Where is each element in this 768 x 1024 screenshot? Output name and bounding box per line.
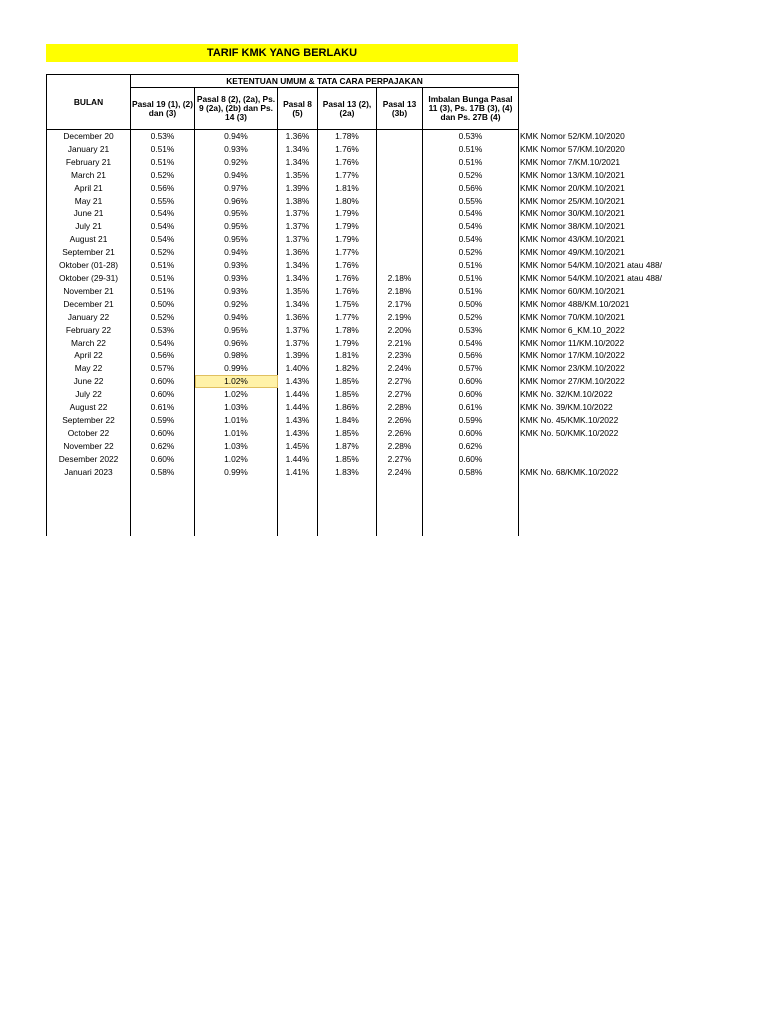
cell-pasal-13-2[interactable]: 1.78%: [318, 130, 377, 143]
cell-pasal-13-2[interactable]: 1.76%: [318, 285, 377, 298]
cell-pasal-13-2[interactable]: 1.86%: [318, 401, 377, 414]
cell-bulan[interactable]: November 22: [47, 440, 131, 453]
cell-bulan[interactable]: May 22: [47, 362, 131, 375]
cell-kmk-reference[interactable]: KMK No. 45/KMK.10/2022: [520, 414, 619, 425]
cell-pasal-13-2[interactable]: 1.76%: [318, 143, 377, 156]
cell-pasal-13-3b[interactable]: [377, 246, 423, 259]
cell-pasal-19[interactable]: 0.51%: [131, 272, 195, 285]
cell-pasal-8-5[interactable]: 1.35%: [278, 285, 318, 298]
cell-pasal-13-2[interactable]: 1.82%: [318, 362, 377, 375]
cell-pasal-13-3b[interactable]: 2.26%: [377, 427, 423, 440]
cell-bulan[interactable]: February 22: [47, 324, 131, 337]
cell-pasal-19[interactable]: 0.52%: [131, 169, 195, 182]
cell-pasal-13-2[interactable]: 1.80%: [318, 195, 377, 208]
cell-pasal-8-5[interactable]: 1.43%: [278, 414, 318, 427]
cell-imbalan-bunga[interactable]: 0.51%: [423, 285, 519, 298]
table-row: [47, 466, 679, 479]
cell-pasal-19[interactable]: 0.51%: [131, 156, 195, 169]
cell-kmk-reference[interactable]: [519, 440, 679, 453]
cell-pasal-19[interactable]: 0.51%: [131, 285, 195, 298]
cell-imbalan-bunga[interactable]: 0.51%: [423, 259, 519, 272]
cell-pasal-8-2[interactable]: 0.93%: [195, 259, 278, 272]
cell-pasal-19[interactable]: 0.56%: [131, 182, 195, 195]
table-row: [47, 246, 679, 259]
cell-pasal-8-2[interactable]: 1.03%: [195, 440, 278, 453]
cell-kmk-reference[interactable]: KMK Nomor 30/KM.10/2021: [520, 208, 625, 219]
table-row: [47, 388, 679, 401]
cell-pasal-8-5[interactable]: 1.41%: [278, 466, 318, 479]
cell-pasal-13-2[interactable]: 1.78%: [318, 324, 377, 337]
cell-bulan[interactable]: September 22: [47, 414, 131, 427]
empty-cell[interactable]: [377, 478, 423, 536]
cell-pasal-8-5[interactable]: 1.35%: [278, 169, 318, 182]
cell-kmk-reference[interactable]: KMK Nomor 11/KM.10/2022: [520, 337, 625, 348]
cell-kmk-reference[interactable]: KMK Nomor 6_KM.10_2022: [520, 324, 625, 335]
cell-pasal-19[interactable]: 0.54%: [131, 220, 195, 233]
cell-pasal-8-2[interactable]: 0.94%: [195, 169, 278, 182]
header-imbalan-bunga: Imbalan Bunga Pasal 11 (3), Ps. 17B (3), (4) dan Ps. 27B (4): [423, 88, 519, 130]
cell-bulan[interactable]: July 21: [47, 220, 131, 233]
cell-pasal-8-5[interactable]: 1.37%: [278, 207, 318, 220]
cell-imbalan-bunga[interactable]: 0.55%: [423, 195, 519, 208]
cell-pasal-13-3b[interactable]: 2.23%: [377, 349, 423, 362]
cell-pasal-13-3b[interactable]: [377, 207, 423, 220]
cell-kmk-reference[interactable]: KMK Nomor 7/KM.10/2021: [520, 156, 621, 167]
table-filler-row: [47, 478, 679, 536]
cell-kmk-reference[interactable]: KMK Nomor 54/KM.10/2021 atau 488/: [520, 260, 662, 271]
cell-pasal-13-3b[interactable]: [377, 143, 423, 156]
empty-cell[interactable]: [423, 478, 519, 536]
cell-pasal-13-3b[interactable]: 2.24%: [377, 362, 423, 375]
cell-imbalan-bunga[interactable]: 0.54%: [423, 233, 519, 246]
cell-pasal-19[interactable]: 0.54%: [131, 337, 195, 350]
cell-pasal-8-2[interactable]: 0.92%: [195, 156, 278, 169]
cell-imbalan-bunga[interactable]: 0.60%: [423, 427, 519, 440]
cell-pasal-13-3b[interactable]: [377, 130, 423, 143]
cell-pasal-13-2[interactable]: 1.75%: [318, 298, 377, 311]
cell-pasal-8-2[interactable]: 0.92%: [195, 298, 278, 311]
table-row: [47, 453, 679, 466]
cell-pasal-8-5[interactable]: 1.44%: [278, 388, 318, 401]
cell-imbalan-bunga[interactable]: 0.56%: [423, 349, 519, 362]
cell-pasal-8-2[interactable]: 0.93%: [195, 143, 278, 156]
cell-kmk-reference[interactable]: KMK Nomor 488/KM.10/2021: [520, 298, 630, 309]
cell-pasal-13-3b[interactable]: 2.18%: [377, 285, 423, 298]
cell-pasal-8-5[interactable]: 1.39%: [278, 182, 318, 195]
cell-pasal-8-5[interactable]: 1.44%: [278, 453, 318, 466]
cell-pasal-8-2[interactable]: 0.94%: [195, 246, 278, 259]
table-row: [47, 285, 679, 298]
cell-bulan[interactable]: Oktober (01-28): [47, 259, 131, 272]
cell-kmk-reference[interactable]: KMK Nomor 23/KM.10/2022: [520, 363, 625, 374]
cell-kmk-reference[interactable]: KMK Nomor 20/KM.10/2021: [520, 182, 625, 193]
cell-kmk-reference[interactable]: KMK Nomor 70/KM.10/2021: [520, 311, 625, 322]
cell-pasal-13-2[interactable]: 1.76%: [318, 156, 377, 169]
table-row: [47, 440, 679, 453]
cell-pasal-19[interactable]: 0.60%: [131, 427, 195, 440]
cell-kmk-reference[interactable]: [519, 453, 679, 466]
cell-pasal-8-5[interactable]: 1.36%: [278, 130, 318, 143]
cell-bulan[interactable]: January 21: [47, 143, 131, 156]
table-row: [47, 143, 679, 156]
cell-pasal-8-5[interactable]: 1.34%: [278, 156, 318, 169]
cell-pasal-13-2[interactable]: 1.85%: [318, 453, 377, 466]
cell-pasal-8-2[interactable]: 0.95%: [195, 233, 278, 246]
cell-pasal-19[interactable]: 0.60%: [131, 453, 195, 466]
cell-pasal-13-3b[interactable]: 2.21%: [377, 337, 423, 350]
cell-pasal-19[interactable]: 0.61%: [131, 401, 195, 414]
cell-bulan[interactable]: March 22: [47, 337, 131, 350]
cell-pasal-13-2[interactable]: 1.81%: [318, 182, 377, 195]
empty-cell[interactable]: [47, 478, 131, 536]
cell-bulan[interactable]: Oktober (29-31): [47, 272, 131, 285]
cell-pasal-13-3b[interactable]: 2.28%: [377, 440, 423, 453]
cell-pasal-19[interactable]: 0.53%: [131, 324, 195, 337]
table-row: [47, 324, 679, 337]
cell-pasal-13-3b[interactable]: [377, 156, 423, 169]
cell-pasal-13-2[interactable]: 1.87%: [318, 440, 377, 453]
cell-pasal-13-3b[interactable]: 2.28%: [377, 401, 423, 414]
cell-pasal-8-5[interactable]: 1.34%: [278, 298, 318, 311]
cell-imbalan-bunga[interactable]: 0.51%: [423, 272, 519, 285]
cell-imbalan-bunga[interactable]: 0.59%: [423, 414, 519, 427]
cell-pasal-8-5[interactable]: 1.36%: [278, 246, 318, 259]
cell-imbalan-bunga[interactable]: 0.53%: [423, 324, 519, 337]
cell-pasal-8-5[interactable]: 1.34%: [278, 259, 318, 272]
cell-pasal-8-2[interactable]: 0.93%: [195, 272, 278, 285]
cell-imbalan-bunga[interactable]: 0.51%: [423, 143, 519, 156]
cell-pasal-8-2[interactable]: 0.96%: [195, 195, 278, 208]
cell-imbalan-bunga[interactable]: 0.53%: [423, 130, 519, 143]
cell-pasal-19[interactable]: 0.60%: [131, 375, 195, 388]
empty-cell[interactable]: [131, 478, 195, 536]
cell-pasal-13-3b[interactable]: [377, 259, 423, 272]
cell-pasal-8-2[interactable]: 1.03%: [195, 401, 278, 414]
cell-kmk-reference[interactable]: KMK No. 68/KMK.10/2022: [520, 466, 619, 477]
cell-pasal-8-2[interactable]: 1.01%: [195, 414, 278, 427]
cell-pasal-8-2[interactable]: 0.93%: [195, 285, 278, 298]
cell-pasal-19[interactable]: 0.54%: [131, 233, 195, 246]
cell-imbalan-bunga[interactable]: 0.54%: [423, 337, 519, 350]
cell-pasal-13-3b[interactable]: [377, 182, 423, 195]
cell-pasal-19[interactable]: 0.54%: [131, 207, 195, 220]
cell-pasal-19[interactable]: 0.55%: [131, 195, 195, 208]
cell-pasal-13-2[interactable]: 1.84%: [318, 414, 377, 427]
cell-pasal-19[interactable]: 0.50%: [131, 298, 195, 311]
cell-pasal-8-2[interactable]: 0.99%: [195, 362, 278, 375]
cell-pasal-13-3b[interactable]: 2.24%: [377, 466, 423, 479]
table-row: [47, 207, 679, 220]
cell-kmk-reference[interactable]: KMK Nomor 52/KM.10/2020: [520, 130, 625, 141]
cell-pasal-8-5[interactable]: 1.39%: [278, 349, 318, 362]
cell-bulan[interactable]: January 22: [47, 311, 131, 324]
cell-pasal-8-5[interactable]: 1.37%: [278, 220, 318, 233]
cell-pasal-19[interactable]: 0.52%: [131, 311, 195, 324]
cell-kmk-reference[interactable]: KMK Nomor 57/KM.10/2020: [520, 143, 625, 154]
cell-pasal-13-3b[interactable]: 2.27%: [377, 388, 423, 401]
cell-kmk-reference[interactable]: KMK No. 50/KMK.10/2022: [520, 427, 619, 438]
table-row: [47, 233, 679, 246]
cell-bulan[interactable]: May 21: [47, 195, 131, 208]
cell-pasal-8-5[interactable]: 1.44%: [278, 401, 318, 414]
cell-pasal-13-2[interactable]: 1.83%: [318, 466, 377, 479]
cell-bulan[interactable]: June 22: [47, 375, 131, 388]
cell-pasal-8-5[interactable]: 1.40%: [278, 362, 318, 375]
cell-pasal-8-2[interactable]: 0.96%: [195, 337, 278, 350]
cell-imbalan-bunga[interactable]: 0.57%: [423, 362, 519, 375]
cell-bulan[interactable]: February 21: [47, 156, 131, 169]
cell-pasal-13-2[interactable]: 1.76%: [318, 259, 377, 272]
table-row: [47, 259, 679, 272]
table-row: [47, 349, 679, 362]
table-row: [47, 220, 679, 233]
cell-pasal-19[interactable]: 0.62%: [131, 440, 195, 453]
cell-pasal-8-2[interactable]: 1.02%: [195, 375, 278, 388]
cell-bulan[interactable]: Januari 2023: [47, 466, 131, 479]
cell-imbalan-bunga[interactable]: 0.60%: [423, 453, 519, 466]
cell-imbalan-bunga[interactable]: 0.54%: [423, 207, 519, 220]
cell-pasal-8-2[interactable]: 0.98%: [195, 349, 278, 362]
cell-kmk-reference[interactable]: KMK Nomor 54/KM.10/2021 atau 488/: [520, 272, 662, 283]
cell-bulan[interactable]: September 21: [47, 246, 131, 259]
cell-pasal-8-5[interactable]: 1.45%: [278, 440, 318, 453]
cell-pasal-13-3b[interactable]: 2.20%: [377, 324, 423, 337]
cell-bulan[interactable]: March 21: [47, 169, 131, 182]
cell-pasal-13-2[interactable]: 1.77%: [318, 311, 377, 324]
cell-pasal-19[interactable]: 0.58%: [131, 466, 195, 479]
cell-pasal-13-3b[interactable]: 2.26%: [377, 414, 423, 427]
cell-kmk-reference[interactable]: KMK Nomor 49/KM.10/2021: [520, 247, 625, 258]
cell-pasal-8-5[interactable]: 1.37%: [278, 233, 318, 246]
table-row: [47, 375, 679, 388]
cell-kmk-reference[interactable]: KMK Nomor 27/KM.10/2022: [520, 376, 625, 387]
cell-pasal-13-3b[interactable]: [377, 169, 423, 182]
header-group: KETENTUAN UMUM & TATA CARA PERPAJAKAN: [131, 75, 519, 88]
cell-pasal-13-3b[interactable]: [377, 220, 423, 233]
cell-pasal-13-3b[interactable]: 2.17%: [377, 298, 423, 311]
cell-pasal-19[interactable]: 0.60%: [131, 388, 195, 401]
cell-pasal-8-2[interactable]: 0.95%: [195, 207, 278, 220]
cell-bulan[interactable]: December 21: [47, 298, 131, 311]
cell-bulan[interactable]: Desember 2022: [47, 453, 131, 466]
cell-pasal-8-5[interactable]: 1.43%: [278, 375, 318, 388]
header-pasal-8-2: Pasal 8 (2), (2a), Ps. 9 (2a), (2b) dan Ps. 14 (3): [195, 88, 278, 130]
cell-imbalan-bunga[interactable]: 0.58%: [423, 466, 519, 479]
cell-pasal-13-2[interactable]: 1.79%: [318, 220, 377, 233]
cell-bulan[interactable]: April 21: [47, 182, 131, 195]
table-row: [47, 272, 679, 285]
cell-pasal-13-2[interactable]: 1.77%: [318, 246, 377, 259]
cell-bulan[interactable]: December 20: [47, 130, 131, 143]
cell-kmk-reference[interactable]: KMK Nomor 38/KM.10/2021: [520, 221, 625, 232]
cell-pasal-8-2[interactable]: 1.02%: [195, 388, 278, 401]
cell-imbalan-bunga[interactable]: 0.51%: [423, 156, 519, 169]
cell-bulan[interactable]: April 22: [47, 349, 131, 362]
cell-pasal-8-2[interactable]: 0.99%: [195, 466, 278, 479]
table-row: [47, 401, 679, 414]
table-title: [46, 44, 518, 62]
table-row: [47, 427, 679, 440]
cell-imbalan-bunga[interactable]: 0.60%: [423, 388, 519, 401]
table-row: [47, 337, 679, 350]
cell-pasal-8-5[interactable]: 1.34%: [278, 272, 318, 285]
cell-pasal-13-2[interactable]: 1.79%: [318, 337, 377, 350]
cell-kmk-reference[interactable]: KMK No. 32/KM.10/2022: [520, 389, 613, 400]
cell-pasal-8-5[interactable]: 1.38%: [278, 195, 318, 208]
cell-bulan[interactable]: August 21: [47, 233, 131, 246]
empty-cell[interactable]: [318, 478, 377, 536]
cell-imbalan-bunga[interactable]: 0.52%: [423, 311, 519, 324]
cell-pasal-8-5[interactable]: 1.37%: [278, 324, 318, 337]
title-text: TARIF KMK YANG BERLAKU: [206, 47, 358, 59]
empty-cell[interactable]: [278, 478, 318, 536]
cell-imbalan-bunga[interactable]: 0.60%: [423, 375, 519, 388]
cell-pasal-13-3b[interactable]: 2.19%: [377, 311, 423, 324]
table-row: [47, 169, 679, 182]
cell-pasal-19[interactable]: 0.51%: [131, 259, 195, 272]
cell-pasal-8-5[interactable]: 1.36%: [278, 311, 318, 324]
table-row: [47, 182, 679, 195]
cell-pasal-13-2[interactable]: 1.79%: [318, 207, 377, 220]
cell-pasal-8-2[interactable]: 1.01%: [195, 427, 278, 440]
cell-imbalan-bunga[interactable]: 0.62%: [423, 440, 519, 453]
header-bulan: BULAN: [47, 75, 131, 130]
table-row: [47, 414, 679, 427]
cell-pasal-13-2[interactable]: 1.79%: [318, 233, 377, 246]
cell-bulan[interactable]: October 22: [47, 427, 131, 440]
cell-kmk-reference[interactable]: KMK No. 39/KM.10/2022: [520, 402, 613, 413]
table-row: [47, 130, 679, 143]
cell-kmk-reference[interactable]: KMK Nomor 43/KM.10/2021: [520, 234, 625, 245]
cell-pasal-13-3b[interactable]: 2.27%: [377, 375, 423, 388]
cell-pasal-8-2[interactable]: 0.94%: [195, 130, 278, 143]
header-pasal-19: Pasal 19 (1), (2) dan (3): [131, 88, 195, 130]
cell-pasal-8-2[interactable]: 0.97%: [195, 182, 278, 195]
table-row: [47, 156, 679, 169]
cell-imbalan-bunga[interactable]: 0.50%: [423, 298, 519, 311]
cell-pasal-13-2[interactable]: 1.81%: [318, 349, 377, 362]
cell-pasal-8-2[interactable]: 0.95%: [195, 324, 278, 337]
header-pasal-8-5: Pasal 8 (5): [278, 88, 318, 130]
header-pasal-13-2: Pasal 13 (2), (2a): [318, 88, 377, 130]
cell-imbalan-bunga[interactable]: 0.54%: [423, 220, 519, 233]
cell-bulan[interactable]: November 21: [47, 285, 131, 298]
cell-pasal-13-2[interactable]: 1.85%: [318, 388, 377, 401]
header-pasal-13-3b: Pasal 13 (3b): [377, 88, 423, 130]
cell-pasal-13-3b[interactable]: 2.18%: [377, 272, 423, 285]
cell-imbalan-bunga[interactable]: 0.52%: [423, 246, 519, 259]
cell-kmk-reference[interactable]: KMK Nomor 25/KM.10/2021: [520, 195, 625, 206]
rates-table: [46, 74, 679, 536]
cell-imbalan-bunga[interactable]: 0.52%: [423, 169, 519, 182]
cell-bulan[interactable]: June 21: [47, 207, 131, 220]
cell-pasal-13-2[interactable]: 1.85%: [318, 427, 377, 440]
cell-imbalan-bunga[interactable]: 0.56%: [423, 182, 519, 195]
cell-pasal-8-2[interactable]: 0.94%: [195, 311, 278, 324]
cell-pasal-8-2[interactable]: 0.95%: [195, 220, 278, 233]
table-row: [47, 362, 679, 375]
empty-cell[interactable]: [195, 478, 278, 536]
cell-pasal-19[interactable]: 0.59%: [131, 414, 195, 427]
cell-pasal-13-3b[interactable]: 2.27%: [377, 453, 423, 466]
cell-kmk-reference[interactable]: KMK Nomor 13/KM.10/2021: [520, 169, 625, 180]
cell-pasal-19[interactable]: 0.57%: [131, 362, 195, 375]
cell-pasal-19[interactable]: 0.52%: [131, 246, 195, 259]
cell-pasal-13-2[interactable]: 1.76%: [318, 272, 377, 285]
cell-pasal-8-5[interactable]: 1.34%: [278, 143, 318, 156]
cell-kmk-reference[interactable]: KMK Nomor 60/KM.10/2021: [520, 285, 625, 296]
cell-pasal-13-3b[interactable]: [377, 233, 423, 246]
cell-pasal-19[interactable]: 0.51%: [131, 143, 195, 156]
cell-pasal-19[interactable]: 0.53%: [131, 130, 195, 143]
cell-bulan[interactable]: July 22: [47, 388, 131, 401]
table-row: [47, 298, 679, 311]
cell-bulan[interactable]: August 22: [47, 401, 131, 414]
table-row: [47, 311, 679, 324]
table-row: [47, 195, 679, 208]
cell-pasal-13-2[interactable]: 1.85%: [318, 375, 377, 388]
cell-kmk-reference[interactable]: KMK Nomor 17/KM.10/2022: [520, 350, 625, 361]
cell-pasal-8-5[interactable]: 1.37%: [278, 337, 318, 350]
cell-pasal-13-3b[interactable]: [377, 195, 423, 208]
cell-pasal-8-5[interactable]: 1.43%: [278, 427, 318, 440]
cell-pasal-19[interactable]: 0.56%: [131, 349, 195, 362]
cell-pasal-13-2[interactable]: 1.77%: [318, 169, 377, 182]
table-body: [47, 130, 679, 537]
cell-imbalan-bunga[interactable]: 0.61%: [423, 401, 519, 414]
cell-pasal-8-2[interactable]: 1.02%: [195, 453, 278, 466]
